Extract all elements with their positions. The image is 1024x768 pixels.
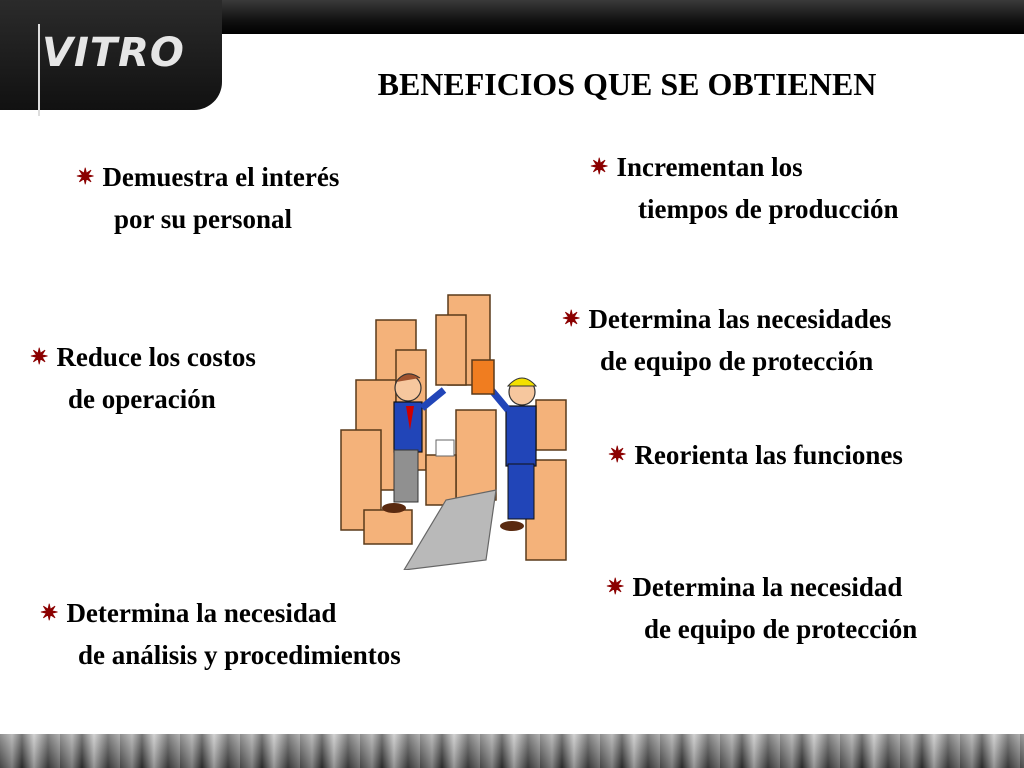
bottom-decorative-strip [0, 734, 1024, 768]
workers-boxes-illustration [336, 290, 580, 570]
benefit-line2: de análisis y procedimientos [78, 640, 401, 670]
benefit-line1: Reorienta las funciones [634, 440, 903, 470]
benefit-item [590, 146, 899, 230]
benefit-item [30, 336, 256, 420]
star-bullet-icon: ✷ [40, 600, 59, 625]
star-bullet-icon: ✷ [76, 164, 95, 189]
benefit-line1: Demuestra el interés [102, 162, 340, 192]
benefit-line2: de operación [68, 384, 216, 414]
benefit-line1: Reduce los costos [56, 342, 256, 372]
benefit-item [606, 566, 917, 650]
benefit-item [608, 434, 903, 476]
benefit-line1: Incrementan los [616, 152, 803, 182]
benefit-item [562, 298, 891, 382]
benefit-line2: de equipo de protección [600, 346, 874, 376]
benefit-line1: Determina la necesidad [66, 598, 337, 628]
benefit-item [76, 156, 339, 240]
slide-title: BENEFICIOS QUE SE OBTIENEN [377, 66, 877, 102]
bottom-strip-fade [0, 734, 1024, 768]
benefit-item [40, 592, 401, 676]
logo: VITRO [42, 30, 185, 76]
benefit-line1: Determina las necesidades [588, 304, 892, 334]
benefit-line2: de equipo de protección [644, 614, 918, 644]
star-bullet-icon: ✷ [30, 344, 49, 369]
star-bullet-icon: ✷ [608, 442, 627, 467]
star-bullet-icon: ✷ [562, 306, 581, 331]
benefit-line2: por su personal [114, 204, 293, 234]
header-shine [200, 0, 1024, 34]
benefit-line1: Determina la necesidad [632, 572, 903, 602]
benefit-line2: tiempos de producción [638, 194, 899, 224]
star-bullet-icon: ✷ [606, 574, 625, 599]
star-bullet-icon: ✷ [590, 154, 609, 179]
